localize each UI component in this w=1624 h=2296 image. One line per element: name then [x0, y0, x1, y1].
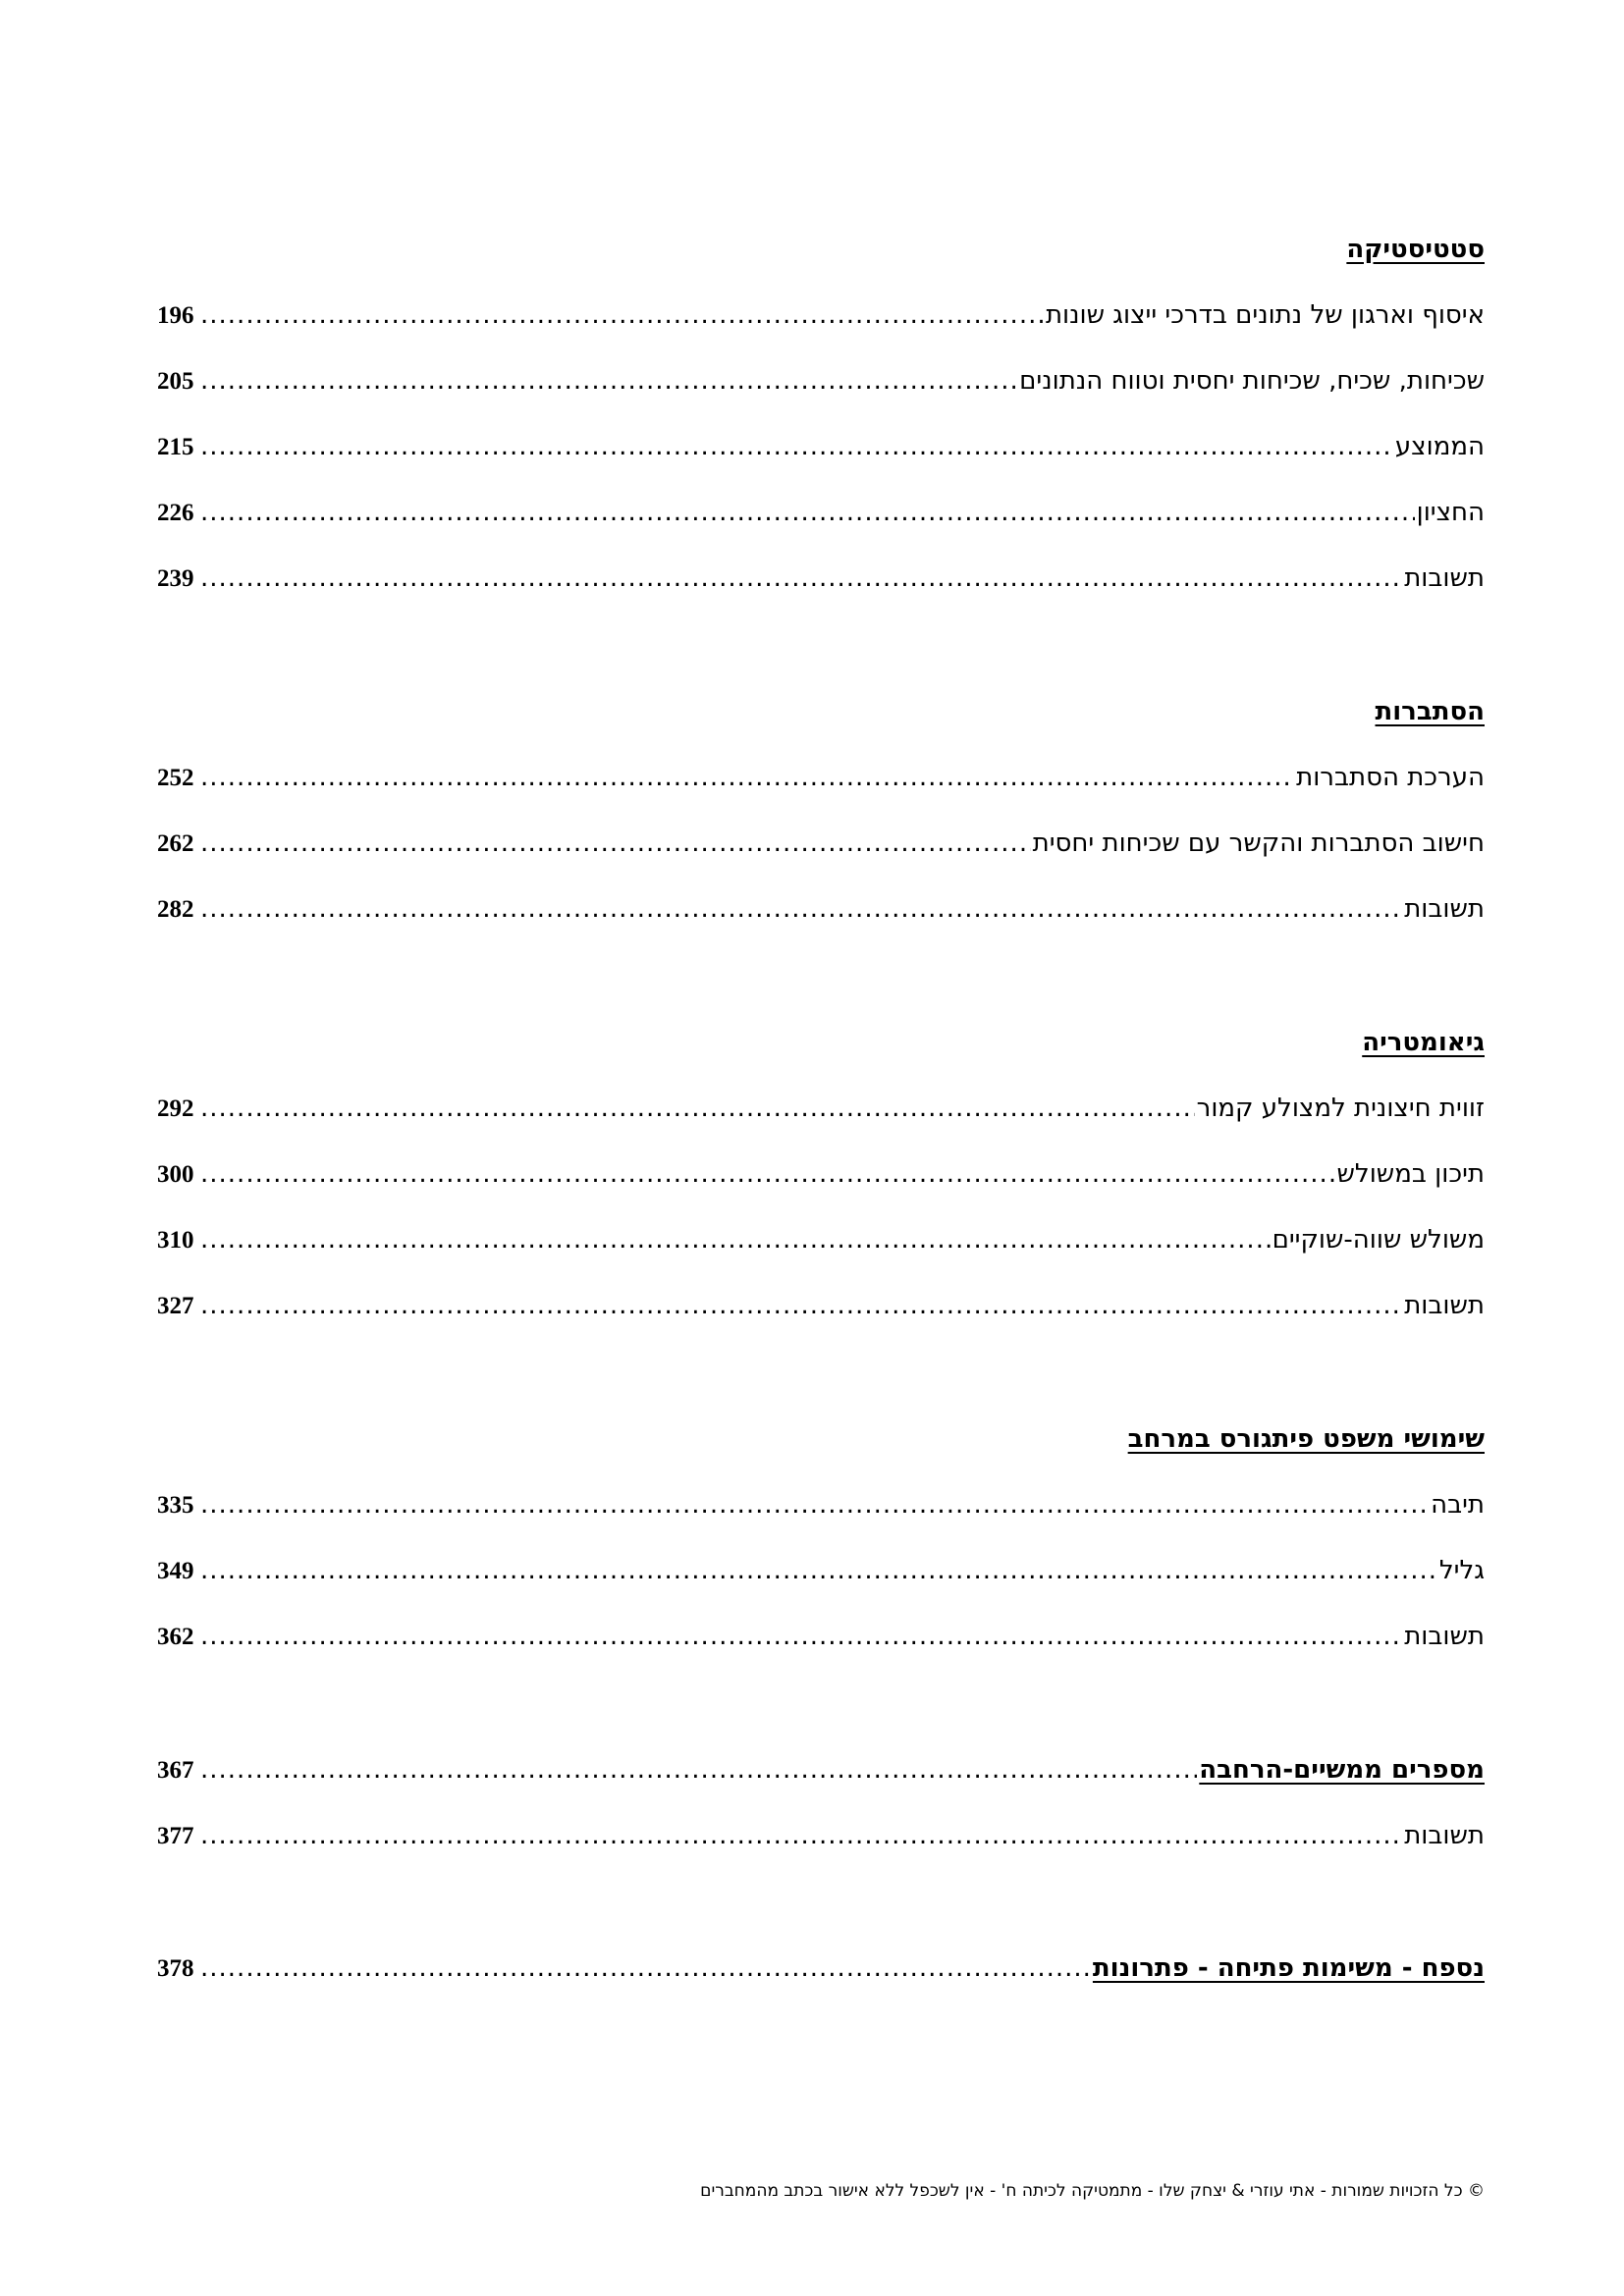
- toc-section-title-entry[interactable]: [157, 1949, 1485, 1988]
- dot-leader: [200, 758, 1294, 797]
- toc-entry-label: איסוף וארגון של נתונים בדרכי ייצוג שונות: [1045, 300, 1485, 330]
- dot-leader: [200, 295, 1044, 335]
- toc-entry-page: 377: [157, 1823, 194, 1849]
- section-title: מספרים ממשיים-הרחבה: [1199, 1755, 1485, 1785]
- toc-entry[interactable]: [157, 1816, 1485, 1882]
- toc-entry[interactable]: [157, 559, 1485, 624]
- toc-entry-page: 252: [157, 765, 194, 791]
- toc-entry[interactable]: [157, 1154, 1485, 1220]
- dot-leader: [200, 1949, 1091, 1988]
- toc-entry-label: חישוב הסתברות והקשר עם שכיחות יחסית: [1032, 828, 1485, 858]
- dot-leader: [200, 427, 1393, 466]
- toc-entry-page: 349: [157, 1558, 194, 1584]
- toc-section-statistics: [157, 230, 1485, 624]
- toc-entry-page: 378: [157, 1955, 194, 1982]
- toc-entry-label: שכיחות, שכיח, שכיחות יחסית וטווח הנתונים: [1019, 366, 1485, 396]
- toc-entry-page: 215: [157, 434, 194, 460]
- copyright-footer: © כל הזכויות שמורות - אתי עוזרי & יצחק שלו - מתמטיקה לכיתה ח' - אין לשכפל ללא אישור בכתב מהמחברים: [700, 2181, 1485, 2201]
- toc-entry-label: זווית חיצונית למצולע קמור: [1196, 1094, 1485, 1123]
- dot-leader: [200, 1816, 1402, 1855]
- dot-leader: [200, 1551, 1437, 1590]
- dot-leader: [200, 1220, 1271, 1259]
- dot-leader: [200, 824, 1031, 863]
- toc-entry[interactable]: [157, 1485, 1485, 1551]
- toc-entry-label: תשובות: [1404, 894, 1485, 924]
- toc-section-real-numbers: [157, 1750, 1485, 1882]
- toc-entry-label: תשובות: [1404, 563, 1485, 593]
- toc-entry-page: 262: [157, 830, 194, 857]
- dot-leader: [200, 1286, 1402, 1325]
- toc-entry-page: 310: [157, 1227, 194, 1254]
- dot-leader: [200, 1617, 1402, 1656]
- toc-entry[interactable]: [157, 1286, 1485, 1352]
- toc-entry[interactable]: [157, 1089, 1485, 1154]
- section-title: סטטיסטיקה: [1346, 235, 1485, 264]
- toc-entry-label: הערכת הסתברות: [1296, 763, 1485, 792]
- toc-entry-page: 292: [157, 1095, 194, 1122]
- toc-entry[interactable]: [157, 1220, 1485, 1286]
- toc-entry-page: 362: [157, 1624, 194, 1650]
- toc-entry-label: הממוצע: [1394, 432, 1485, 461]
- toc-entry[interactable]: [157, 1617, 1485, 1682]
- toc-entry-label: גליל: [1438, 1556, 1485, 1585]
- section-title: שימושי משפט פיתגורס במרחב: [1127, 1424, 1485, 1454]
- dot-leader: [200, 559, 1402, 598]
- toc-entry-label: החציון: [1416, 498, 1485, 527]
- toc-entry-page: 196: [157, 302, 194, 329]
- toc-entry-page: 226: [157, 500, 194, 526]
- toc-entry-page: 367: [157, 1757, 194, 1784]
- dot-leader: [200, 1154, 1335, 1194]
- toc-entry-page: 282: [157, 896, 194, 923]
- toc-section-title-entry[interactable]: [157, 1750, 1485, 1789]
- toc-entry[interactable]: [157, 889, 1485, 955]
- dot-leader: [200, 493, 1415, 532]
- toc-entry-label: תשובות: [1404, 1622, 1485, 1651]
- toc-entry-label: תשובות: [1404, 1291, 1485, 1320]
- toc-section-probability: [157, 692, 1485, 955]
- toc-entry[interactable]: [157, 295, 1485, 361]
- toc-entry[interactable]: [157, 427, 1485, 493]
- toc-entry[interactable]: [157, 493, 1485, 559]
- toc-section-pythagoras: [157, 1419, 1485, 1682]
- dot-leader: [200, 889, 1402, 929]
- toc-entry-label: משולש שווה-שוקיים: [1272, 1225, 1485, 1255]
- section-title: הסתברות: [1375, 697, 1485, 726]
- dot-leader: [200, 361, 1017, 400]
- toc-entry[interactable]: [157, 1551, 1485, 1617]
- dot-leader: [200, 1089, 1195, 1128]
- section-title: נספח - משימות פתיחה - פתרונות: [1092, 1953, 1485, 1983]
- toc-entry[interactable]: [157, 758, 1485, 824]
- toc-entry-label: תשובות: [1404, 1821, 1485, 1850]
- toc-entry-page: 327: [157, 1293, 194, 1319]
- toc-entry-page: 205: [157, 368, 194, 395]
- toc-section-geometry: [157, 1023, 1485, 1352]
- toc-entry-page: 335: [157, 1492, 194, 1519]
- toc-entry-page: 300: [157, 1161, 194, 1188]
- toc-section-appendix: [157, 1949, 1485, 1988]
- toc-entry[interactable]: [157, 824, 1485, 889]
- toc-entry-label: תיכון במשולש: [1336, 1159, 1485, 1189]
- dot-leader: [200, 1750, 1197, 1789]
- toc-entry-page: 239: [157, 565, 194, 592]
- dot-leader: [200, 1485, 1429, 1524]
- section-title: גיאומטריה: [1362, 1028, 1485, 1057]
- toc-entry[interactable]: [157, 361, 1485, 427]
- toc-entry-label: תיבה: [1431, 1490, 1485, 1520]
